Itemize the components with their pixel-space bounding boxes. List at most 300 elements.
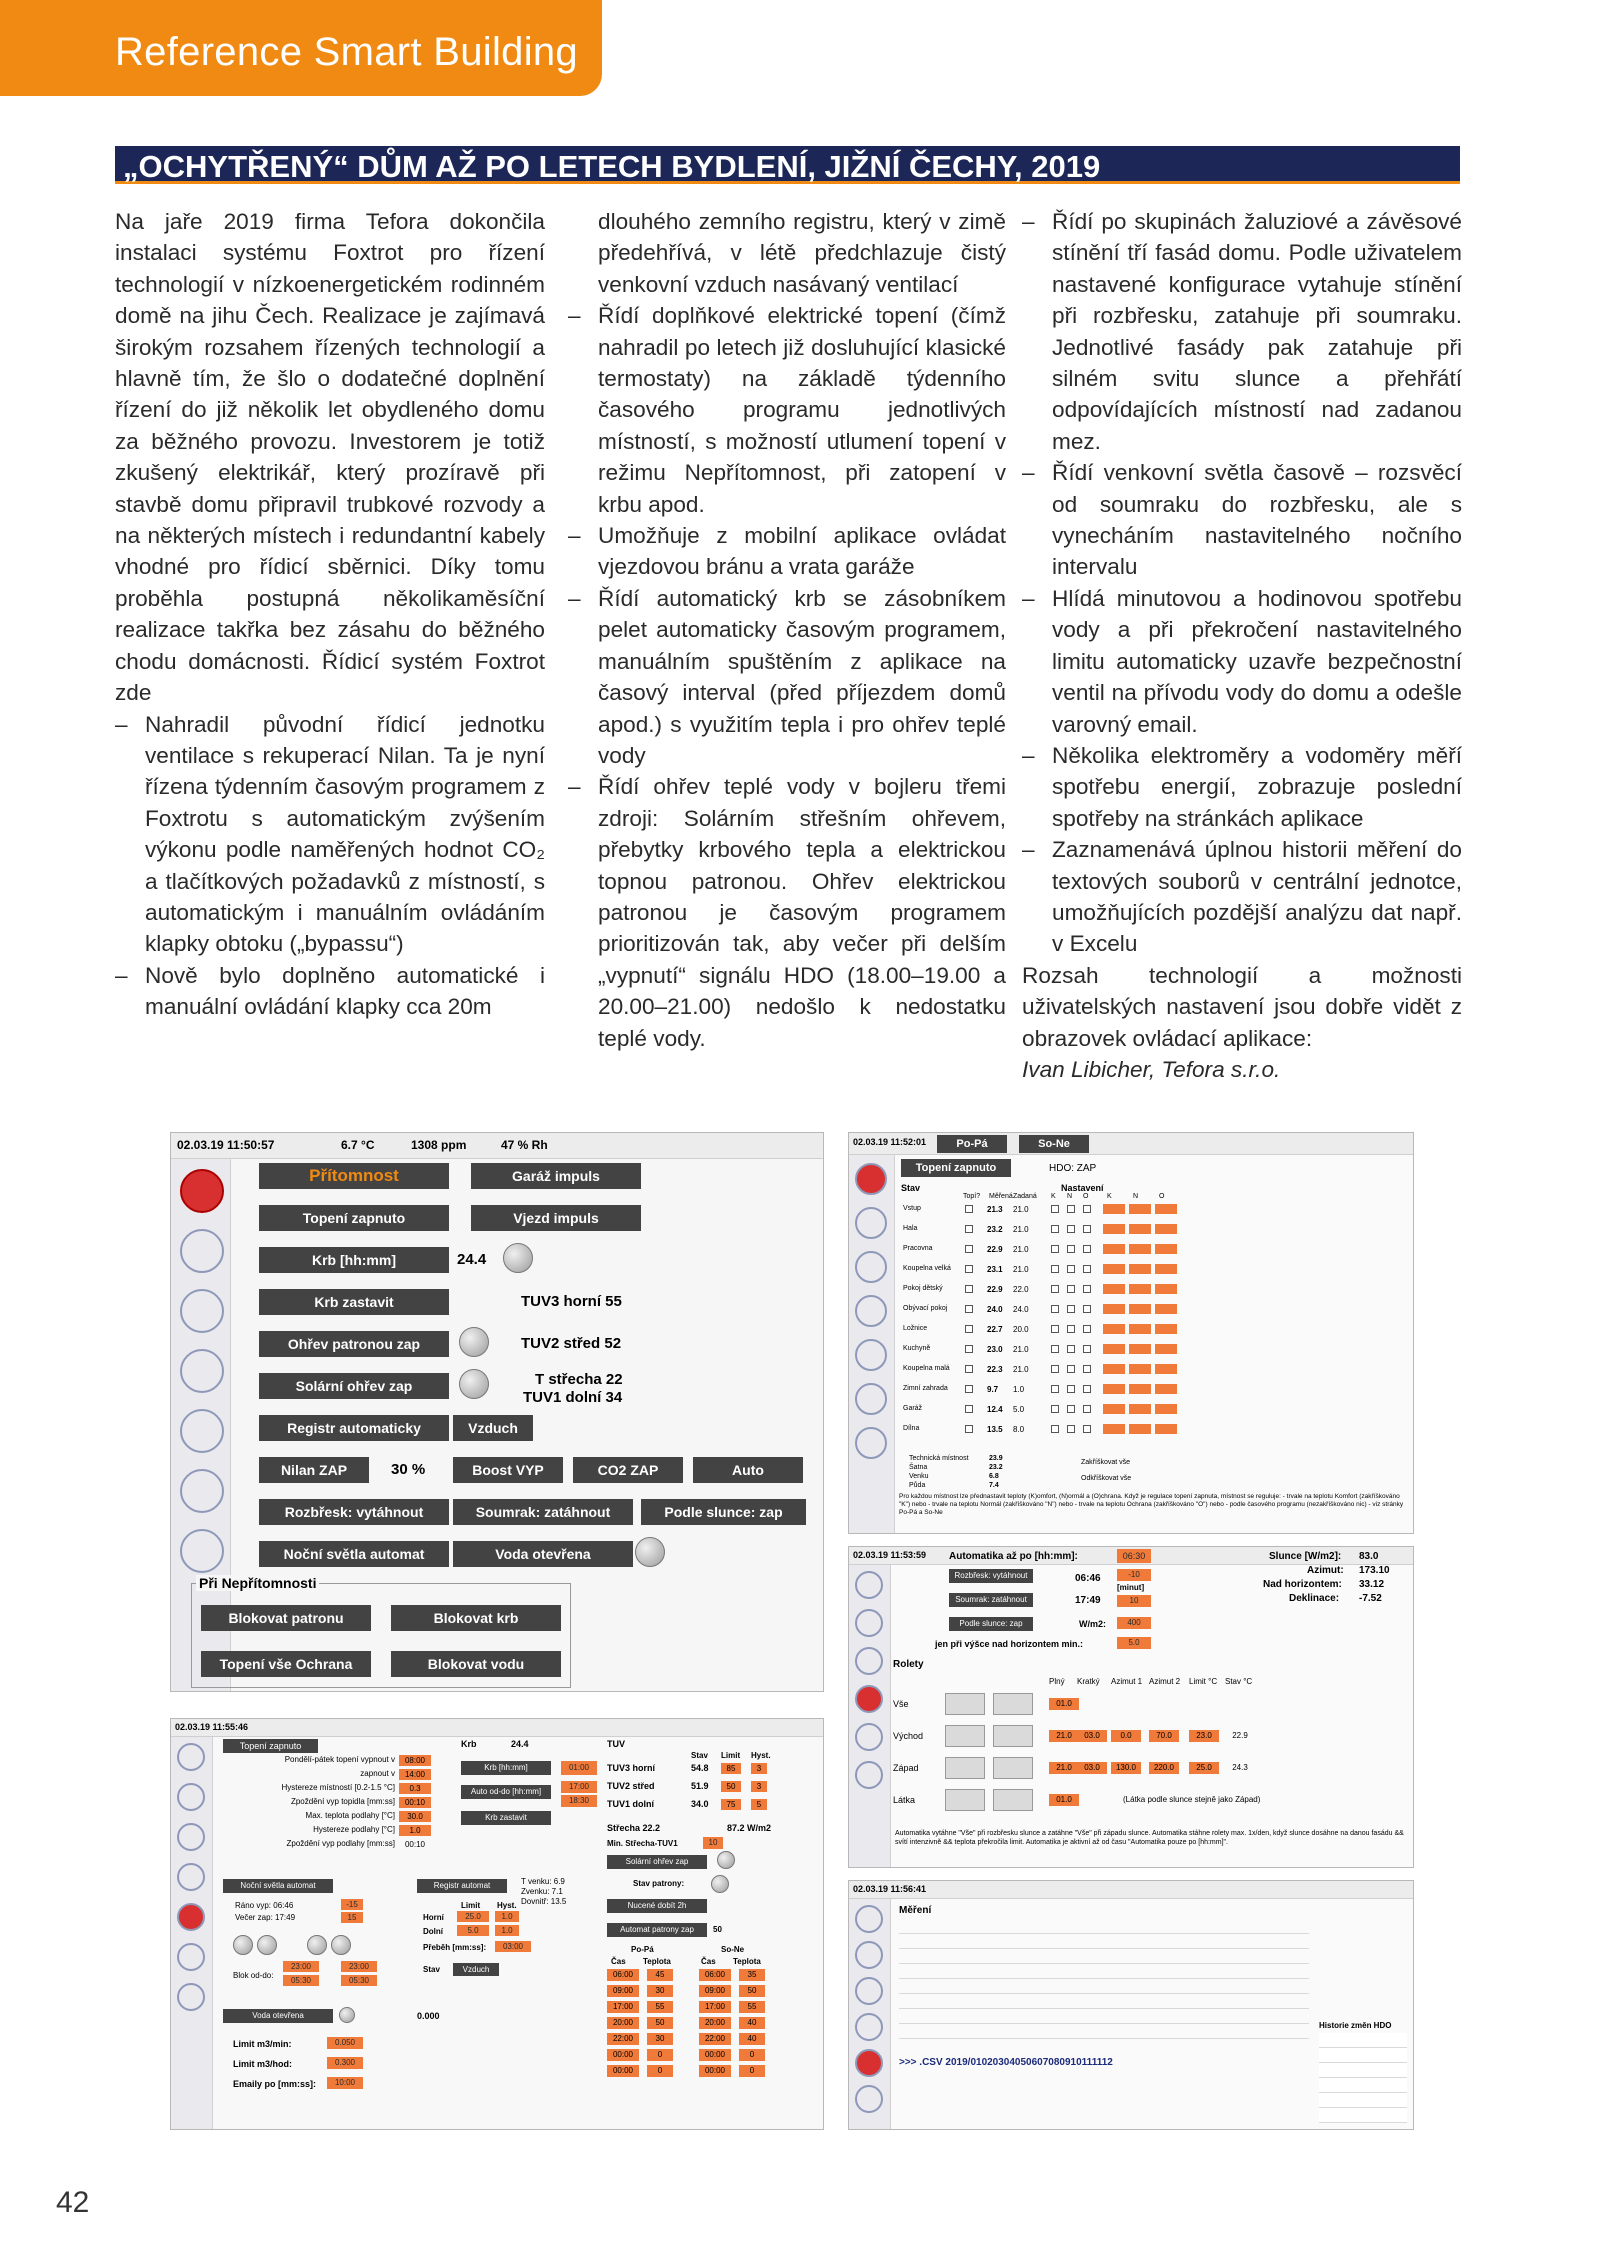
mode-checkbox[interactable] bbox=[1067, 1425, 1075, 1433]
status-date: 02.03.19 11:56:41 bbox=[853, 1884, 927, 1894]
schedule-temp[interactable]: 40 bbox=[739, 2017, 765, 2029]
meter-icon[interactable] bbox=[177, 1903, 205, 1931]
home-icon[interactable] bbox=[855, 1905, 883, 1933]
blind-value[interactable]: 23.0 bbox=[1189, 1730, 1219, 1742]
checkbox[interactable] bbox=[965, 1285, 973, 1293]
measured-temp: 23.2 bbox=[987, 1225, 1003, 1234]
blind-down-button[interactable] bbox=[993, 1725, 1033, 1747]
setting-value[interactable]: 14:00 bbox=[399, 1769, 431, 1780]
heating-icon[interactable] bbox=[180, 1229, 224, 1273]
night-lights-button[interactable]: Noční světla automat bbox=[223, 1879, 333, 1893]
temp-preset-cell[interactable] bbox=[1103, 1264, 1125, 1274]
nilan-button[interactable]: Nilan ZAP bbox=[259, 1457, 369, 1483]
mode-checkbox[interactable] bbox=[1051, 1285, 1059, 1293]
setting-value[interactable]: 30.0 bbox=[399, 1811, 431, 1822]
schedule-temp[interactable]: 0 bbox=[647, 2049, 673, 2061]
status-bar bbox=[171, 1133, 823, 1159]
reg-lower-limit[interactable]: 5.0 bbox=[457, 1925, 489, 1936]
schedule-time[interactable]: 22:00 bbox=[699, 2033, 731, 2045]
mode-checkbox[interactable] bbox=[1067, 1365, 1075, 1373]
temp-preset-cell[interactable] bbox=[1103, 1244, 1125, 1254]
temp-preset-cell[interactable] bbox=[1155, 1304, 1177, 1314]
sidebar-nav bbox=[849, 1155, 895, 1533]
tuv-row-limit[interactable]: 85 bbox=[721, 1763, 741, 1774]
mode-checkbox[interactable] bbox=[1051, 1365, 1059, 1373]
reg-upper-hyst[interactable]: 1.0 bbox=[495, 1911, 519, 1922]
mode-checkbox[interactable] bbox=[1051, 1225, 1059, 1233]
mode-checkbox[interactable] bbox=[1083, 1225, 1091, 1233]
air-button[interactable]: Vzduch bbox=[453, 1415, 533, 1441]
schedule-temp[interactable]: 45 bbox=[647, 1969, 673, 1981]
tuv-row-hyst[interactable]: 5 bbox=[751, 1799, 767, 1810]
mode-checkbox[interactable] bbox=[1051, 1425, 1059, 1433]
schedule-time[interactable]: 06:00 bbox=[607, 1969, 639, 1981]
schedule-time[interactable]: 00:00 bbox=[607, 2049, 639, 2061]
heating-icon[interactable] bbox=[855, 1609, 883, 1637]
temp-preset-cell[interactable] bbox=[1103, 1384, 1125, 1394]
schedule-time[interactable]: 09:00 bbox=[607, 1985, 639, 1997]
column-header: Azimut 1 bbox=[1111, 1677, 1143, 1686]
block-to-1[interactable]: 05:30 bbox=[283, 1975, 319, 1986]
schedule-temp[interactable]: 30 bbox=[647, 2033, 673, 2045]
schedule-time[interactable]: 22:00 bbox=[607, 2033, 639, 2045]
temp-preset-cell[interactable] bbox=[1129, 1344, 1151, 1354]
schedule-time[interactable]: 17:00 bbox=[607, 2001, 639, 2013]
uncheck-all-action[interactable]: Odkříškovat vše bbox=[1081, 1475, 1132, 1482]
mode-checkbox[interactable] bbox=[1083, 1305, 1091, 1313]
mode-checkbox[interactable] bbox=[1051, 1345, 1059, 1353]
tuv-row-limit[interactable]: 50 bbox=[721, 1781, 741, 1792]
settings-icon[interactable] bbox=[180, 1469, 224, 1513]
temp-preset-cell[interactable] bbox=[1129, 1364, 1151, 1374]
setting-label: Hystereze místností [0.2-1.5 °C] bbox=[281, 1783, 395, 1792]
power-icon[interactable] bbox=[180, 1529, 224, 1573]
status-rh: 47 % Rh bbox=[501, 1138, 548, 1152]
temp-preset-cell[interactable] bbox=[1155, 1344, 1177, 1354]
screenshot-measurements bbox=[848, 1880, 1414, 2130]
day-3-button[interactable] bbox=[307, 1935, 327, 1955]
azimuth-label: Azimut: bbox=[1307, 1565, 1344, 1576]
schedule-time[interactable]: 00:00 bbox=[607, 2065, 639, 2077]
nastaveni-label: Nastavení bbox=[1061, 1183, 1104, 1193]
night-lights-button[interactable]: Noční světla automat bbox=[259, 1541, 449, 1567]
auto-from-value[interactable]: 17:00 bbox=[561, 1781, 597, 1793]
temp-preset-cell[interactable] bbox=[1103, 1344, 1125, 1354]
temp-preset-cell[interactable] bbox=[1103, 1404, 1125, 1414]
mode-checkbox[interactable] bbox=[1051, 1325, 1059, 1333]
schedule-time[interactable]: 20:00 bbox=[607, 2017, 639, 2029]
rooms-note: Pro každou místnost lze přednastavit teploty (K)omfort, (N)ormál a (O)chrana. Když je regulace topení zapnuta, místnost se reguluje: - trvale na teplotu Komfort (zakříškováno "K") nebo - trvale na teplotu Normál (zakříškováno "N") nebo - trvale na teplotu Ochrana (zakříškováno "O") nebo - podle časového programu (nezakříškováno nic) - viz stránky Po-Pá a So-Ne bbox=[899, 1493, 1404, 1516]
temp-preset-cell[interactable] bbox=[1155, 1404, 1177, 1414]
schedule-temp[interactable]: 50 bbox=[739, 1985, 765, 1997]
mode-checkbox[interactable] bbox=[1083, 1205, 1091, 1213]
tuv-row-limit[interactable]: 75 bbox=[721, 1799, 741, 1810]
blind-down-button[interactable] bbox=[993, 1757, 1033, 1779]
limit-min-value[interactable]: 0.050 bbox=[327, 2037, 363, 2049]
protection-button[interactable]: Topení vše Ochrana bbox=[201, 1651, 371, 1677]
screenshot-main-control bbox=[170, 1132, 824, 1692]
temp-preset-cell[interactable] bbox=[1103, 1224, 1125, 1234]
schedule-temp[interactable]: 35 bbox=[739, 1969, 765, 1981]
temp-preset-cell[interactable] bbox=[1155, 1364, 1177, 1374]
measured-temp: 12.4 bbox=[987, 1405, 1003, 1414]
sunrise-button[interactable]: Rozbřesk: vytáhnout bbox=[949, 1569, 1033, 1583]
temp-preset-cell[interactable] bbox=[1103, 1424, 1125, 1434]
home-icon[interactable] bbox=[177, 1743, 205, 1771]
schedule-temp[interactable]: 0 bbox=[739, 2065, 765, 2077]
extra-label-3: Půda bbox=[909, 1482, 926, 1489]
set-temp: 21.0 bbox=[1013, 1205, 1029, 1214]
temp-preset-cell[interactable] bbox=[1103, 1204, 1125, 1214]
day-2-button[interactable] bbox=[257, 1935, 277, 1955]
blind-name: Látka bbox=[893, 1795, 916, 1805]
schedule-time-head: Čas bbox=[611, 1957, 626, 1966]
list-item: – Nahradil původní řídicí jednotku ventilace s rekuperací Nilan. Ta je nyní řízena týdenním časovým programem z Foxtrotu s automatickým zvýšením výkonu podle naměřených hodnot CO₂ a tlačítkových požadavků z místností, s automatickým i manuálním ovládáním klapky obtoku („bypassu“) bbox=[115, 709, 545, 960]
fireplace-timer-button[interactable]: Krb [hh:mm] bbox=[259, 1247, 449, 1273]
temp-preset-cell[interactable] bbox=[1155, 1384, 1177, 1394]
boost-button[interactable]: Boost VYP bbox=[453, 1457, 563, 1483]
email-label: Emaily po [mm:ss]: bbox=[233, 2079, 317, 2089]
solar-button[interactable]: Solární ohřev zap bbox=[607, 1855, 707, 1869]
blind-down-button[interactable] bbox=[993, 1693, 1033, 1715]
limit-hour-value[interactable]: 0.300 bbox=[327, 2057, 363, 2069]
register-auto-button[interactable]: Registr automat bbox=[417, 1879, 507, 1893]
heating-button[interactable]: Topení zapnuto bbox=[259, 1205, 449, 1231]
home-icon[interactable] bbox=[855, 1571, 883, 1599]
schedule-temp[interactable]: 40 bbox=[739, 2033, 765, 2045]
setting-label: Zpoždění vyp topidla [mm:ss] bbox=[290, 1797, 395, 1806]
settings-icon[interactable] bbox=[855, 1383, 887, 1415]
temp-preset-cell[interactable] bbox=[1129, 1424, 1151, 1434]
mode-checkbox[interactable] bbox=[1083, 1265, 1091, 1273]
temp-preset-cell[interactable] bbox=[1155, 1284, 1177, 1294]
blind-up-button[interactable] bbox=[945, 1757, 985, 1779]
signature: Ivan Libicher, Tefora s.r.o. bbox=[1022, 1056, 1281, 1082]
water-button[interactable]: Voda otevřena bbox=[453, 1541, 633, 1567]
temp-preset-cell[interactable] bbox=[1103, 1284, 1125, 1294]
schedule-time[interactable]: 17:00 bbox=[699, 2001, 731, 2013]
block-from-2[interactable]: 23:00 bbox=[341, 1961, 377, 1972]
temp-preset-cell[interactable] bbox=[1129, 1264, 1151, 1274]
blinds-icon[interactable] bbox=[855, 1295, 887, 1327]
reg-air-button[interactable]: Vzduch bbox=[453, 1963, 499, 1976]
article-title-bar bbox=[115, 146, 1460, 184]
evening-offset[interactable]: 15 bbox=[341, 1912, 363, 1923]
temp-preset-cell[interactable] bbox=[1129, 1324, 1151, 1334]
heating-icon[interactable] bbox=[855, 1941, 883, 1969]
column-header: N bbox=[1067, 1193, 1073, 1200]
mode-checkbox[interactable] bbox=[1083, 1425, 1091, 1433]
meter-icon[interactable] bbox=[180, 1409, 224, 1453]
temp-preset-cell[interactable] bbox=[1129, 1404, 1151, 1414]
setting-value[interactable]: 08:00 bbox=[399, 1755, 431, 1766]
water-button[interactable]: Voda otevřena bbox=[223, 2009, 333, 2023]
home-icon[interactable] bbox=[180, 1169, 224, 1213]
email-value[interactable]: 10:00 bbox=[327, 2077, 363, 2089]
water-icon[interactable] bbox=[855, 1647, 883, 1675]
auto-value[interactable]: 06:30 bbox=[1117, 1549, 1151, 1563]
heating-button[interactable]: Topení zapnuto bbox=[223, 1739, 318, 1753]
setting-value[interactable]: 1.0 bbox=[399, 1825, 431, 1836]
irradiance-readout: 87.2 W/m2 bbox=[727, 1823, 772, 1833]
t-outside: T venku: 6.9 bbox=[521, 1877, 565, 1886]
schedule-temp[interactable]: 55 bbox=[647, 2001, 673, 2013]
sunrise-offset[interactable]: -10 bbox=[1117, 1569, 1151, 1581]
tab-so-ne[interactable]: So-Ne bbox=[1019, 1135, 1089, 1153]
temp-preset-cell[interactable] bbox=[1129, 1304, 1151, 1314]
solar-heating-button[interactable]: Solární ohřev zap bbox=[259, 1373, 449, 1399]
mode-checkbox[interactable] bbox=[1067, 1285, 1075, 1293]
settings-icon[interactable] bbox=[855, 1761, 883, 1789]
schedule-time[interactable]: 06:00 bbox=[699, 1969, 731, 1981]
status-date: 02.03.19 11:52:01 bbox=[853, 1137, 927, 1147]
auto-button[interactable]: Auto bbox=[693, 1457, 803, 1483]
mode-checkbox[interactable] bbox=[1051, 1305, 1059, 1313]
blind-value[interactable]: 70.0 bbox=[1149, 1730, 1179, 1742]
blind-down-button[interactable] bbox=[993, 1789, 1033, 1811]
mode-checkbox[interactable] bbox=[1083, 1245, 1091, 1253]
temp-preset-cell[interactable] bbox=[1129, 1284, 1151, 1294]
schedule-time[interactable]: 20:00 bbox=[699, 2017, 731, 2029]
mode-checkbox[interactable] bbox=[1067, 1345, 1075, 1353]
mode-checkbox[interactable] bbox=[1051, 1265, 1059, 1273]
auto-cartridge-button[interactable]: Automat patrony zap bbox=[607, 1923, 707, 1937]
schedule-time[interactable]: 09:00 bbox=[699, 1985, 731, 1997]
fireplace-stop-button[interactable]: Krb zastavit bbox=[259, 1289, 449, 1315]
register-auto-button[interactable]: Registr automaticky bbox=[259, 1415, 449, 1441]
day-4-button[interactable] bbox=[331, 1935, 351, 1955]
mode-checkbox[interactable] bbox=[1051, 1245, 1059, 1253]
tuv-row-label: TUV1 dolní bbox=[607, 1799, 654, 1809]
sun-button[interactable]: Podle slunce: zap bbox=[949, 1617, 1033, 1631]
status-date: 02.03.19 11:55:46 bbox=[175, 1722, 249, 1732]
schedule-temp[interactable]: 0 bbox=[739, 2049, 765, 2061]
power-icon[interactable] bbox=[177, 1983, 205, 2011]
min-value[interactable]: 10 bbox=[703, 1837, 723, 1849]
temp-preset-cell[interactable] bbox=[1155, 1424, 1177, 1434]
blind-value[interactable]: 01.0 bbox=[1049, 1698, 1079, 1710]
setting-value[interactable]: 0.3 bbox=[399, 1783, 431, 1794]
tuv-row-hyst[interactable]: 3 bbox=[751, 1781, 767, 1792]
absence-label: Při Nepřítomnosti bbox=[196, 1575, 319, 1591]
blinds-icon[interactable] bbox=[177, 1863, 205, 1891]
auto-oddo-button[interactable]: Auto od-do [hh:mm] bbox=[461, 1785, 551, 1799]
mode-checkbox[interactable] bbox=[1067, 1305, 1075, 1313]
checkbox[interactable] bbox=[965, 1265, 973, 1273]
mode-checkbox[interactable] bbox=[1083, 1285, 1091, 1293]
power-icon[interactable] bbox=[855, 1427, 887, 1459]
temp-preset-cell[interactable] bbox=[1155, 1244, 1177, 1254]
block-water-button[interactable]: Blokovat vodu bbox=[391, 1651, 561, 1677]
sunset-button[interactable]: Soumrak: zatáhnout bbox=[949, 1593, 1033, 1607]
schedule-temp[interactable]: 55 bbox=[739, 2001, 765, 2013]
temp-preset-cell[interactable] bbox=[1129, 1224, 1151, 1234]
overrun-value[interactable]: 03:00 bbox=[495, 1941, 531, 1952]
sunset-offset[interactable]: 10 bbox=[1117, 1595, 1151, 1607]
measurements-title: Měření bbox=[899, 1905, 932, 1916]
blinds-icon[interactable] bbox=[855, 1685, 883, 1713]
water-indicator bbox=[635, 1537, 665, 1567]
checkbox[interactable] bbox=[965, 1245, 973, 1253]
temp-preset-cell[interactable] bbox=[1155, 1224, 1177, 1234]
blind-value[interactable]: 21.0 bbox=[1049, 1730, 1079, 1742]
tuv-row-hyst[interactable]: 3 bbox=[751, 1763, 767, 1774]
sun-button[interactable]: Podle slunce: zap bbox=[641, 1499, 806, 1525]
blind-value[interactable]: 01.0 bbox=[1049, 1794, 1079, 1806]
mode-checkbox[interactable] bbox=[1051, 1205, 1059, 1213]
blind-value[interactable]: 03.0 bbox=[1077, 1730, 1107, 1742]
section-tab bbox=[0, 0, 602, 96]
blind-up-button[interactable] bbox=[945, 1725, 985, 1747]
cartridge-heating-button[interactable]: Ohřev patronou zap bbox=[259, 1331, 449, 1357]
checkbox[interactable] bbox=[965, 1225, 973, 1233]
blind-value[interactable]: 130.0 bbox=[1111, 1762, 1141, 1774]
home-icon[interactable] bbox=[855, 1163, 887, 1195]
reg-upper-limit[interactable]: 25.0 bbox=[457, 1911, 489, 1922]
sunset-button[interactable]: Soumrak: zatáhnout bbox=[453, 1499, 633, 1525]
water-icon[interactable] bbox=[177, 1823, 205, 1851]
temp-preset-cell[interactable] bbox=[1129, 1384, 1151, 1394]
column-header: N bbox=[1133, 1193, 1139, 1200]
mode-checkbox[interactable] bbox=[1083, 1405, 1091, 1413]
checkbox[interactable] bbox=[965, 1365, 973, 1373]
wm2-value[interactable]: 400 bbox=[1117, 1617, 1151, 1629]
temp-preset-cell[interactable] bbox=[1103, 1364, 1125, 1374]
heating-button[interactable]: Topení zapnuto bbox=[901, 1159, 1011, 1177]
settings-icon[interactable] bbox=[177, 1943, 205, 1971]
temp-preset-cell[interactable] bbox=[1155, 1204, 1177, 1214]
room-name: Koupelna malá bbox=[903, 1365, 950, 1372]
reg-state-label: Stav bbox=[423, 1965, 440, 1974]
mode-checkbox[interactable] bbox=[1067, 1205, 1075, 1213]
blinds-icon[interactable] bbox=[180, 1349, 224, 1393]
meter-icon[interactable] bbox=[855, 1723, 883, 1751]
blind-value: 24.3 bbox=[1232, 1763, 1248, 1772]
water-icon[interactable] bbox=[855, 1977, 883, 2005]
min-height-value[interactable]: 5.0 bbox=[1117, 1637, 1151, 1649]
text-column-3 bbox=[1022, 206, 1462, 1085]
blind-up-button[interactable] bbox=[945, 1693, 985, 1715]
list-item: – Umožňuje z mobilní aplikace ovládat vjezdovou bránu a vrata garáže bbox=[568, 520, 1006, 583]
schedule-time[interactable]: 00:00 bbox=[699, 2065, 731, 2077]
check-all-action[interactable]: Zakříškovat vše bbox=[1081, 1459, 1131, 1466]
krb-stop-button[interactable]: Krb zastavit bbox=[461, 1811, 551, 1825]
meter-icon[interactable] bbox=[855, 1339, 887, 1371]
measured-temp: 23.0 bbox=[987, 1345, 1003, 1354]
extra-label-2: Venku bbox=[909, 1473, 929, 1480]
rooms-table bbox=[901, 1193, 1401, 1453]
blind-value[interactable]: 25.0 bbox=[1189, 1762, 1219, 1774]
temp-preset-cell[interactable] bbox=[1155, 1324, 1177, 1334]
sunrise-button[interactable]: Rozbřesk: vytáhnout bbox=[259, 1499, 449, 1525]
schedule-temp[interactable]: 50 bbox=[647, 2017, 673, 2029]
block-cartridge-button[interactable]: Blokovat patronu bbox=[201, 1605, 371, 1631]
heating-icon[interactable] bbox=[177, 1783, 205, 1811]
column-header: Kratký bbox=[1077, 1677, 1100, 1686]
checkbox[interactable] bbox=[965, 1305, 973, 1313]
mode-checkbox[interactable] bbox=[1083, 1325, 1091, 1333]
temp-preset-cell[interactable] bbox=[1103, 1304, 1125, 1314]
mode-checkbox[interactable] bbox=[1051, 1385, 1059, 1393]
schedule-temp[interactable]: 30 bbox=[647, 1985, 673, 1997]
meter-icon[interactable] bbox=[855, 2049, 883, 2077]
krb-hhmm-button[interactable]: Krb [hh:mm] bbox=[461, 1761, 551, 1775]
block-fireplace-button[interactable]: Blokovat krb bbox=[391, 1605, 561, 1631]
temp-preset-cell[interactable] bbox=[1129, 1204, 1151, 1214]
force-charge-button[interactable]: Nucené dobít 2h bbox=[607, 1899, 707, 1913]
mode-checkbox[interactable] bbox=[1083, 1365, 1091, 1373]
water-icon[interactable] bbox=[180, 1289, 224, 1333]
water-icon[interactable] bbox=[855, 1251, 887, 1283]
mode-checkbox[interactable] bbox=[1067, 1265, 1075, 1273]
temp-preset-cell[interactable] bbox=[1103, 1324, 1125, 1334]
schedule-temp[interactable]: 0 bbox=[647, 2065, 673, 2077]
checkbox[interactable] bbox=[965, 1205, 973, 1213]
co2-button[interactable]: CO2 ZAP bbox=[573, 1457, 683, 1483]
column-header: K bbox=[1051, 1193, 1056, 1200]
presence-button[interactable]: Přítomnost bbox=[259, 1163, 449, 1189]
schedule-time-head-2: Čas bbox=[701, 1957, 716, 1966]
garage-button[interactable]: Garáž impuls bbox=[471, 1163, 641, 1189]
blind-value[interactable]: 21.0 bbox=[1049, 1762, 1079, 1774]
checkbox[interactable] bbox=[965, 1425, 973, 1433]
checkbox[interactable] bbox=[965, 1385, 973, 1393]
mode-checkbox[interactable] bbox=[1051, 1405, 1059, 1413]
blinds-icon[interactable] bbox=[855, 2013, 883, 2041]
list-item: – Řídí po skupinách žaluziové a závěsové stínění tří fasád domu. Podle uživatelem nastavené konfigurace vytahuje stínění při rozbřesku, zatahuje při soumraku. Jednotlivé fasády pak zatahuje při silném svitu slunce a přehřátí odpovídajících místností nad zadanou mez. bbox=[1022, 206, 1462, 457]
blind-value[interactable]: 220.0 bbox=[1149, 1762, 1179, 1774]
setting-value[interactable]: 00:10 bbox=[399, 1797, 431, 1808]
mode-checkbox[interactable] bbox=[1083, 1345, 1091, 1353]
auto-to-value[interactable]: 18:30 bbox=[561, 1795, 597, 1807]
overrun-label: Přeběh [mm:ss]: bbox=[423, 1943, 487, 1952]
mode-checkbox[interactable] bbox=[1083, 1385, 1091, 1393]
column-header: Plný bbox=[1049, 1677, 1065, 1686]
tab-po-pa[interactable]: Po-Pá bbox=[937, 1135, 1007, 1153]
block-to-2[interactable]: 05:30 bbox=[341, 1975, 377, 1986]
status-date: 02.03.19 11:50:57 bbox=[177, 1138, 275, 1152]
mode-checkbox[interactable] bbox=[1067, 1225, 1075, 1233]
temp-preset-cell[interactable] bbox=[1129, 1244, 1151, 1254]
checkbox[interactable] bbox=[965, 1405, 973, 1413]
list-item: – Řídí ohřev teplé vody v bojleru třemi zdroji: Solárním střešním ohřevem, přebytky krbového tepla a elektrickou topnou patronou. Ohřev elektrickou patronou je časovým programem prioritizován tak, aby večer při delším „vypnutí“ signálu HDO (18.00–19.00 a 20.00–21.00) nedošlo k nedostatku teplé vody. bbox=[568, 771, 1006, 1054]
blind-value[interactable]: 0.0 bbox=[1111, 1730, 1141, 1742]
block-from-1[interactable]: 23:00 bbox=[283, 1961, 319, 1972]
mode-checkbox[interactable] bbox=[1067, 1405, 1075, 1413]
mode-checkbox[interactable] bbox=[1067, 1385, 1075, 1393]
mode-checkbox[interactable] bbox=[1067, 1245, 1075, 1253]
settings-icon[interactable] bbox=[855, 2085, 883, 2113]
cartridge-state-label: Stav patrony: bbox=[633, 1879, 685, 1888]
temp-preset-cell[interactable] bbox=[1155, 1264, 1177, 1274]
checkbox[interactable] bbox=[965, 1345, 973, 1353]
day-1-button[interactable] bbox=[233, 1935, 253, 1955]
wm2-label: W/m2: bbox=[1079, 1619, 1106, 1629]
csv-path[interactable]: >>> .CSV 2019/01020304050607080910111112 bbox=[899, 2057, 1113, 2068]
blind-value[interactable]: 03.0 bbox=[1077, 1762, 1107, 1774]
blind-up-button[interactable] bbox=[945, 1789, 985, 1811]
mode-checkbox[interactable] bbox=[1067, 1325, 1075, 1333]
checkbox[interactable] bbox=[965, 1325, 973, 1333]
gate-button[interactable]: Vjezd impuls bbox=[471, 1205, 641, 1231]
heating-icon[interactable] bbox=[855, 1207, 887, 1239]
reg-lower-hyst[interactable]: 1.0 bbox=[495, 1925, 519, 1936]
krb-timer-value[interactable]: 01:00 bbox=[561, 1761, 597, 1775]
morning-offset[interactable]: -15 bbox=[341, 1899, 363, 1910]
schedule-time[interactable]: 00:00 bbox=[699, 2049, 731, 2061]
extra-label-1: Šatna bbox=[909, 1464, 928, 1471]
solar-indicator bbox=[717, 1851, 735, 1869]
